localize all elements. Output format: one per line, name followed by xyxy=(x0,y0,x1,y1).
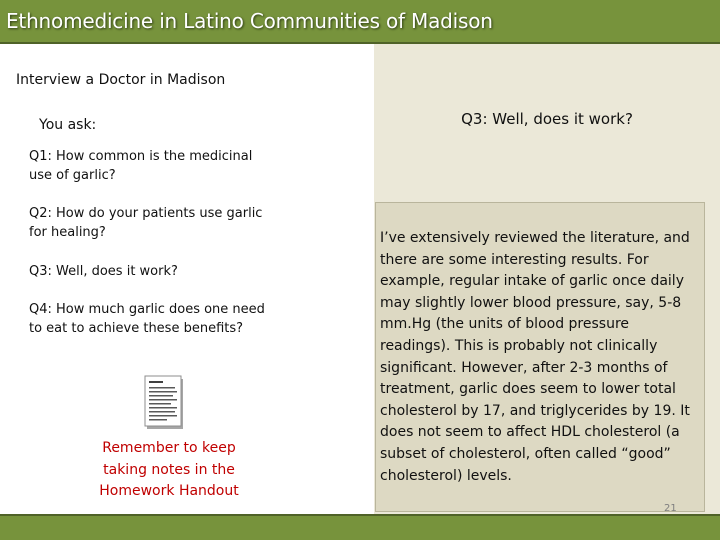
bottom-bar xyxy=(0,514,720,540)
slide-subtitle: Interview a Doctor in Madison xyxy=(16,72,226,88)
slide-title: Ethnomedicine in Latino Communities of Madison xyxy=(6,9,493,33)
question-q4: Q4: How much garlic does one need to eat to achieve these benefits? xyxy=(29,302,265,336)
reminder-note: Remember to keep taking notes in the Homework Handout xyxy=(99,440,239,499)
question-q1: Q1: How common is the medicinal use of garlic? xyxy=(29,149,253,183)
document-icon xyxy=(143,374,187,432)
question-q3: Q3: Well, does it work? xyxy=(29,264,178,279)
page-number: 21 xyxy=(664,503,677,514)
answer-heading: Q3: Well, does it work? xyxy=(461,110,633,128)
question-q2: Q2: How do your patients use garlic for healing? xyxy=(29,206,263,240)
you-ask-label: You ask: xyxy=(39,117,97,133)
doctor-answer: I’ve extensively reviewed the literature, and there are some interesting results. For example, regular intake of garlic once daily may slightly lower blood pressure, say, 5-8 mm.Hg (the units of blood pressure readings). This is probably not clinically significant. However, after 2-3 months of treatment, garlic does seem to lower total cholesterol by 17, and triglycerides by 19. It does not seem to affect HDL cholesterol (a subset of cholesterol, often called “good” cholesterol) levels. xyxy=(380,230,690,484)
title-bar xyxy=(0,0,720,44)
